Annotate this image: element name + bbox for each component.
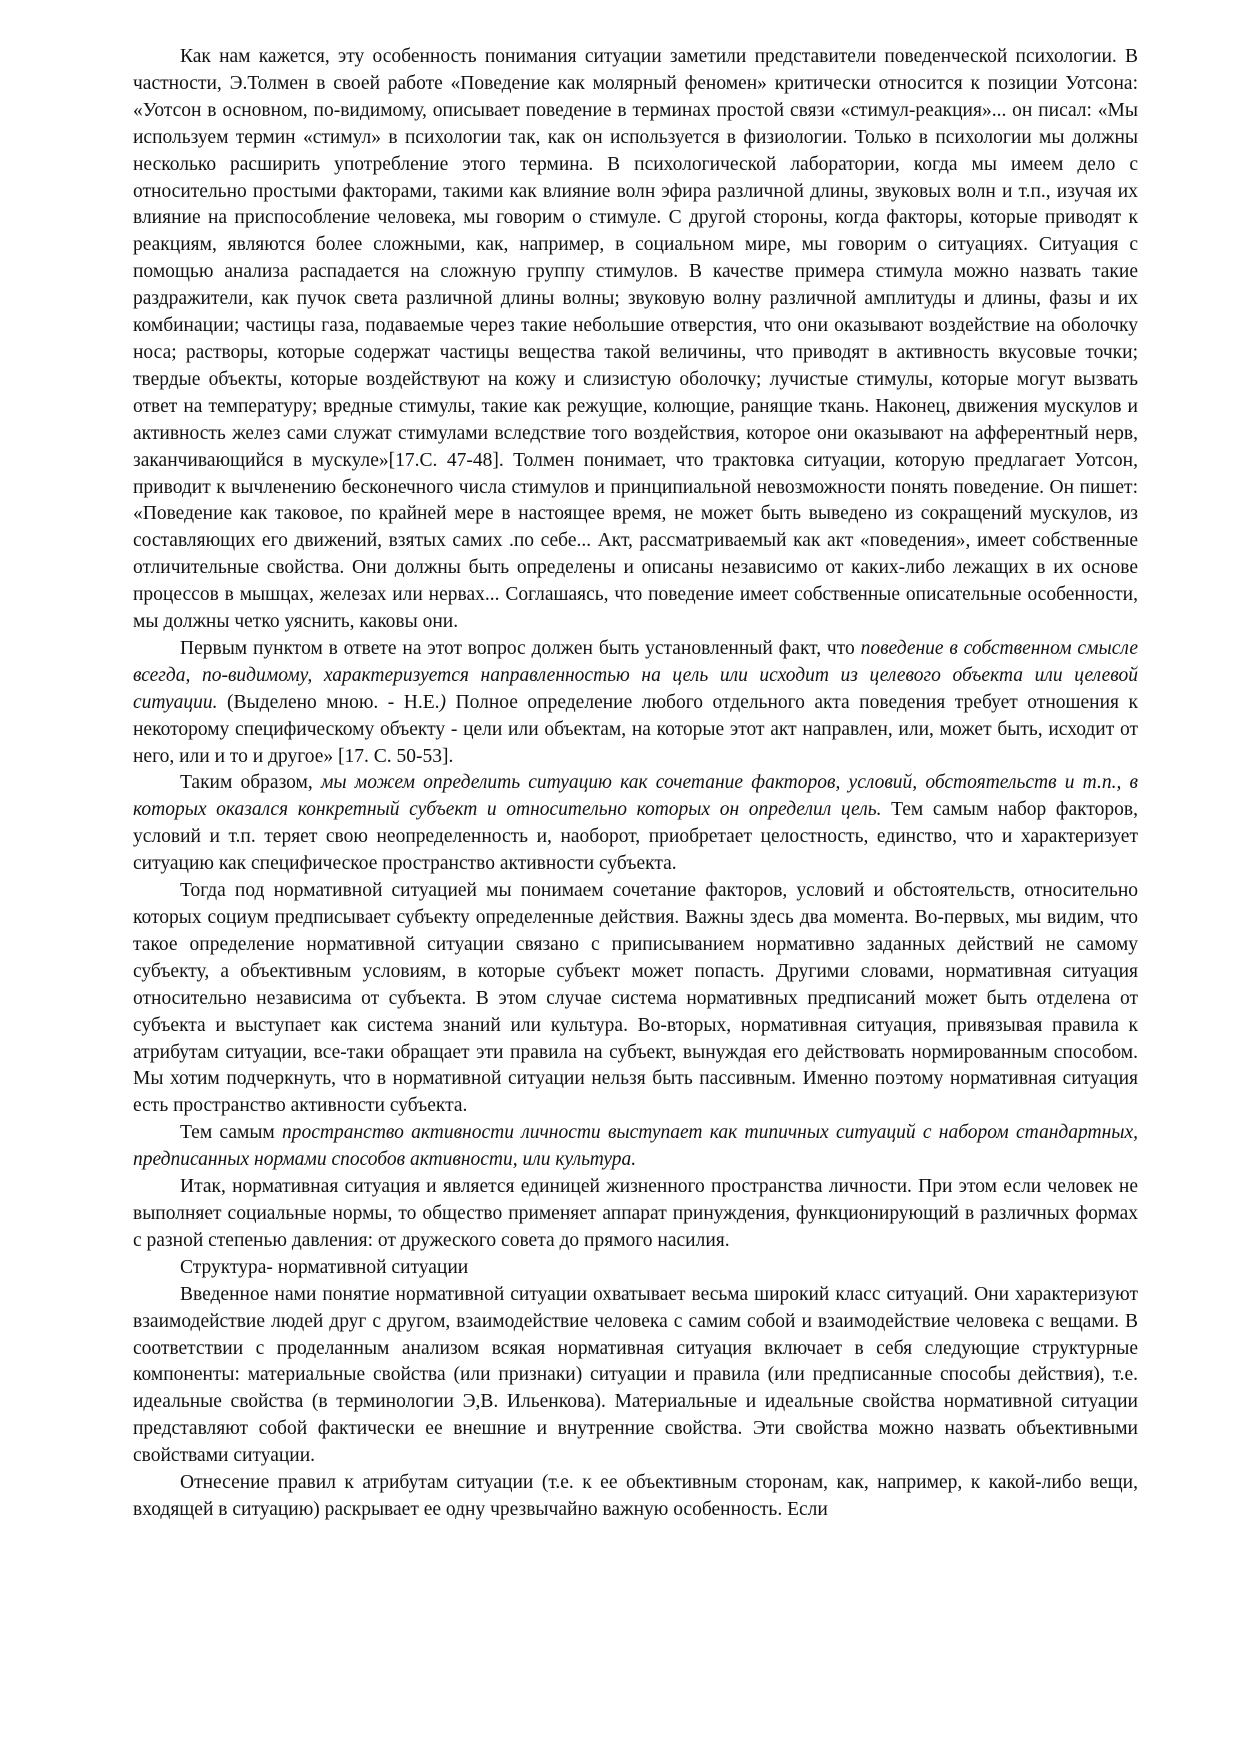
paragraph-text: Как нам кажется, эту особенность понимания ситуации заметили представители поведенческой психологии. В частности, Э.Толмен в своей работе «Поведение как молярный феномен» критически относится к позиции Уотсона: «Уотсон в основном, по-видимому, описывает поведение в терминах простой связи «стимул-реакция»... он писал: «Мы используем термин «стимул» в психологии так, как он используется в физиологии. Только в психологии мы должны несколько расширить употребление этого термина. В психологической лаборатории, когда мы имеем дело с относительно простыми факторами, такими как влияние волн эфира различной длины, звуковых волн и т.п., изучая их влияние на приспособление человека, мы говорим о стимуле. С другой стороны, когда факторы, которые приводят к реакциям, являются более сложными, как, например, в социальном мире, мы говорим о ситуациях. Ситуация с помощью анализа распадается на сложную группу стимулов. В качестве примера стимула можно назвать такие раздражители, как пучок света различной длины волны; звуковую волну различной амплитуды и длины, фазы и их комбинации; частицы газа, подаваемые через такие небольшие отверстия, что они оказывают воздействие на оболочку носа; растворы, которые содержат частицы вещества такой величины, что приводят в активность вкусовые точки; твердые объекты, которые воздействуют на кожу и слизистую оболочку; лучистые стимулы, которые могут вызвать ответ на температуру; вредные стимулы, такие как режущие, колющие, ранящие ткань. Наконец, движения мускулов и активность желез сами служат стимулами вследствие того воздействия, которое они оказывают на афферентный нерв, заканчивающийся в мускуле»[17.С. 47-48]. Толмен понимает, что трактовка ситуации, которую предлагает Уотсон, приводит к вычленению бесконечного числа стимулов и принципиальной невозможности понять поведение. Он пишет: «Поведение как таковое, по крайней мере в настоящее время, не может быть выведено из сокращений мускулов, из составляющих его движений, взятых самих .по себе... Акт, рассматриваемый как акт «поведения», имеет собственные отличительные свойства. Они должны быть определены и описаны независимо от каких-либо лежащих в их основе процессов в мышцах, железах или нервах... Соглашаясь, что поведение имеет собственные описательные особенности, мы должны четко уяснить, каковы они. [133,46,1138,633]
section-heading: Структура- нормативной ситуации [180,1256,469,1278]
paragraph-text: Первым пунктом в ответе на этот вопрос должен быть установленный факт, что [180,637,861,659]
paragraph-text: Тем самым набор факторов, условий и т.п. теряет свою неопределенность и, наоборот, приобретает целостность, единство, что и характеризует ситуацию как специфическое пространство активности субъекта. [133,799,1138,875]
paragraph-text: Итак, нормативная ситуация и является единицей жизненного пространства личности. При этом если человек не выполняет социальные нормы, то общество применяет аппарат принуждения, функционирующий в различных формах с разной степенью давления: от дружеского совета до прямого насилия. [133,1176,1138,1251]
paragraph-text: Введенное нами понятие нормативной ситуации охватывает весьма широкий класс ситуаций. Они характеризуют взаимодействие людей друг с другом, взаимодействие человека с самим собой и взаимодействие человека с вещами. В соответствии с проделанным анализом всякая нормативная ситуация включает в себя следующие структурные компоненты: материальные свойства (или признаки) ситуации и правила (или предписанные способы действия), т.е. идеальные свойства (в терминологии Э,В. Ильенкова). Материальные и идеальные свойства нормативной ситуации представляют собой фактически ее внешние и внутренние свойства. Эти свойства можно назвать объективными свойствами ситуации. [133,1283,1138,1467]
paragraph-text: Тем самым [180,1122,283,1144]
paragraph-activity-space [133,1120,1138,1174]
paragraph-tolman-quote [133,44,1138,636]
paragraph-life-space-unit [133,1174,1138,1255]
paragraph-goal-directed [133,636,1138,771]
paragraph-text: Отнесение правил к атрибутам ситуации (т.е. к ее объективным сторонам, как, например, к какой-либо вещи, входящей в ситуацию) раскрывает ее одну чрезвычайно важную особенность. Если [133,1472,1138,1520]
paragraph-situation-definition [133,770,1138,878]
paragraph-text: Тогда под нормативной ситуацией мы понимаем сочетание факторов, условий и обстоятельств, относительно которых социум предписывает субъекту определенные действия. Важны здесь два момента. Во-первых, мы видим, что такое определение нормативной ситуации связано с приписыванием нормативно заданных действий не самому субъекту, а объективным условиям, в которые субъект может попасть. Другими словами, нормативная ситуация относительно независима от субъекта. В этом случае система нормативных предписаний может быть отделена от субъекта и выступает как система знаний или культура. Во-вторых, нормативная ситуация, привязывая правила к атрибутам ситуации, все-таки обращает эти правила на субъект, вынуждая его действовать нормированным способом. Мы хотим подчеркнуть, что в нормативной ситуации нельзя быть пассивным. Именно поэтому нормативная ситуация есть пространство активности субъекта. [133,880,1138,1117]
emphasis-text: ) [439,691,447,713]
paragraph-normative-situation [133,878,1138,1120]
paragraph-rules-attribution [133,1470,1138,1524]
paragraph-structure [133,1282,1138,1470]
paragraph-text: Таким образом, [180,772,321,794]
emphasis-text: мы можем определить ситуацию как сочетание факторов, условий, обстоятельств и т.п., в которых оказался конкретный субъект и относительно которых он определил цель. [133,772,1138,821]
emphasis-text: поведение в собственном смысле всегда, по-видимому, характеризуется направленностью на цель или исходит из целевого объекта или целевой ситуации. [133,637,1138,713]
emphasis-text: пространство активности личности выступает как типичных ситуаций с набором стандартных, предписанных нормами способов активности, или культура. [133,1122,1138,1171]
paragraph-text: (Выделено мною. - Н.Е. [217,691,440,713]
paragraph-text: Полное определение любого отдельного акта поведения требует отношения к некоторому специфическому объекту - цели или объектам, на которые этот акт направлен, или, может быть, исходит от него, или и то и другое» [17. С. 50-53]. [133,691,1138,767]
